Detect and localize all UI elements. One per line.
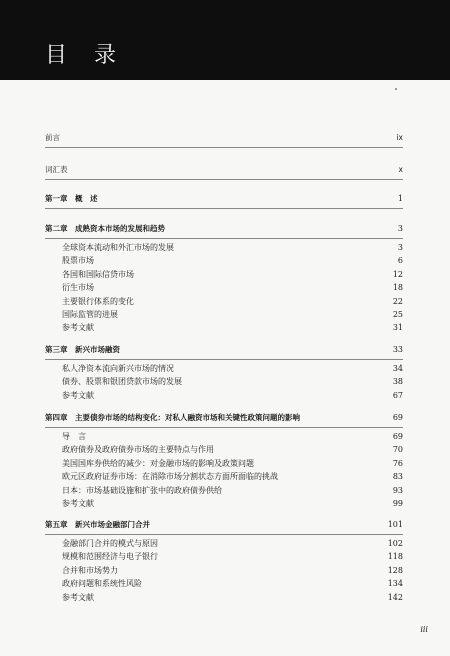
section-item-page: 102 — [387, 539, 403, 548]
chapter-heading-label: 第二章 成熟资本市场的发展和趋势 — [45, 224, 165, 233]
section-item-page: 67 — [392, 390, 403, 400]
divider — [45, 534, 403, 535]
chapter-heading-page: 1 — [397, 194, 403, 203]
chapter-heading — [45, 222, 403, 236]
section-item — [45, 577, 403, 591]
divider — [45, 147, 403, 148]
section-item-label: 政府问题和系统性风险 — [62, 579, 142, 589]
section-item-label: 私人净资本流向新兴市场的情况 — [62, 364, 174, 373]
section-item — [45, 362, 403, 376]
section-item-page: 118 — [387, 552, 403, 562]
section-item-label: 债券、股票和银团贷款市场的发展 — [62, 377, 182, 387]
section-item-page: 76 — [392, 458, 403, 468]
divider — [45, 208, 403, 209]
divider — [45, 238, 403, 239]
chapter-heading-label: 第四章 主要债券市场的结构变化：对私人融资市场和关键性政策问题的影响 — [45, 413, 300, 422]
section-item-label: 美国国库券供给的减少：对金融市场的影响及政策问题 — [62, 458, 254, 468]
section-item-label: 金融部门合并的模式与原因 — [62, 539, 158, 548]
chapter-heading — [45, 411, 403, 425]
chapter-heading-label: 第三章 新兴市场融资 — [45, 345, 120, 354]
section-item-page: 6 — [397, 256, 403, 266]
section-item — [45, 241, 403, 255]
chapter-heading-page: 33 — [392, 345, 403, 354]
section-item — [45, 484, 403, 498]
divider — [45, 179, 403, 180]
section-item-page: 134 — [387, 579, 403, 589]
front-matter-item — [45, 131, 403, 145]
section-item — [45, 389, 403, 403]
section-item — [45, 295, 403, 309]
chapter-heading-label: 第一章 概 述 — [45, 194, 98, 203]
section-item-page: 3 — [397, 243, 403, 252]
section-item — [45, 470, 403, 484]
page-number: iii — [420, 625, 428, 634]
section-item — [45, 254, 403, 268]
section-item-label: 规模和范围经济与电子银行 — [62, 552, 158, 562]
page-title: 目 录 — [45, 43, 126, 68]
chapter-heading-label: 第五章 新兴市场金融部门合并 — [45, 520, 150, 529]
section-item-page: 83 — [392, 472, 403, 482]
section-item-page: 22 — [392, 296, 403, 306]
section-item-label: 国际监管的进展 — [62, 310, 118, 319]
chapter-heading-page: 101 — [387, 520, 403, 529]
section-item-label: 股票市场 — [62, 256, 94, 266]
divider — [45, 427, 403, 428]
section-item-page: 128 — [387, 565, 403, 575]
front-matter-item-page: x — [398, 165, 403, 174]
chapter-heading-page: 69 — [392, 413, 403, 422]
section-item-label: 参考文献 — [62, 390, 94, 400]
section-item-page: 38 — [392, 377, 403, 387]
section-item-label: 参考文献 — [62, 499, 94, 508]
section-item — [45, 564, 403, 578]
front-matter-item-page: ix — [396, 133, 403, 142]
chapter-heading-page: 3 — [397, 224, 403, 233]
section-item-page: 25 — [392, 310, 403, 319]
divider — [45, 359, 403, 360]
section-item — [45, 281, 403, 295]
section-item — [45, 591, 403, 605]
section-item — [45, 375, 403, 389]
section-item — [45, 497, 403, 511]
front-matter-item — [45, 163, 403, 177]
section-item-page: 31 — [392, 323, 403, 333]
section-item — [45, 268, 403, 282]
section-item-page: 70 — [392, 445, 403, 455]
section-item — [45, 550, 403, 564]
section-item-page: 99 — [392, 499, 403, 508]
section-item-label: 导 言 — [62, 432, 86, 441]
section-item-page: 34 — [392, 364, 403, 373]
section-item-label: 参考文献 — [62, 592, 94, 602]
section-item-label: 合并和市场势力 — [62, 565, 118, 575]
section-item — [45, 443, 403, 457]
section-item-page: 69 — [392, 432, 403, 441]
section-item — [45, 457, 403, 471]
section-item-label: 日本：市场基础设施和扩张中的政府债券供给 — [62, 485, 222, 495]
section-item — [45, 430, 403, 444]
section-item — [45, 321, 403, 335]
section-item-label: 衍生市场 — [62, 283, 94, 293]
section-item-label: 主要银行体系的变化 — [62, 296, 134, 306]
section-item — [45, 537, 403, 551]
section-item-page: 18 — [392, 283, 403, 293]
chapter-heading — [45, 343, 403, 357]
section-item-label: 参考文献 — [62, 323, 94, 333]
chapter-heading — [45, 192, 403, 206]
chapter-heading — [45, 518, 403, 532]
section-item — [45, 308, 403, 322]
section-item-label: 各国和国际信贷市场 — [62, 269, 134, 279]
section-item-page: 12 — [392, 269, 403, 279]
front-matter-item-label: 前言 — [45, 133, 60, 142]
front-matter-item-label: 词汇表 — [45, 165, 68, 174]
section-item-page: 93 — [392, 485, 403, 495]
section-item-page: 142 — [387, 592, 403, 602]
section-item-label: 全球资本流动和外汇市场的发展 — [62, 243, 174, 252]
section-item-label: 政府债券及政府债券市场的主要特点与作用 — [62, 445, 214, 455]
section-item-label: 欧元区政府证券市场：在消除市场分割状态方面所面临的挑战 — [62, 472, 278, 482]
